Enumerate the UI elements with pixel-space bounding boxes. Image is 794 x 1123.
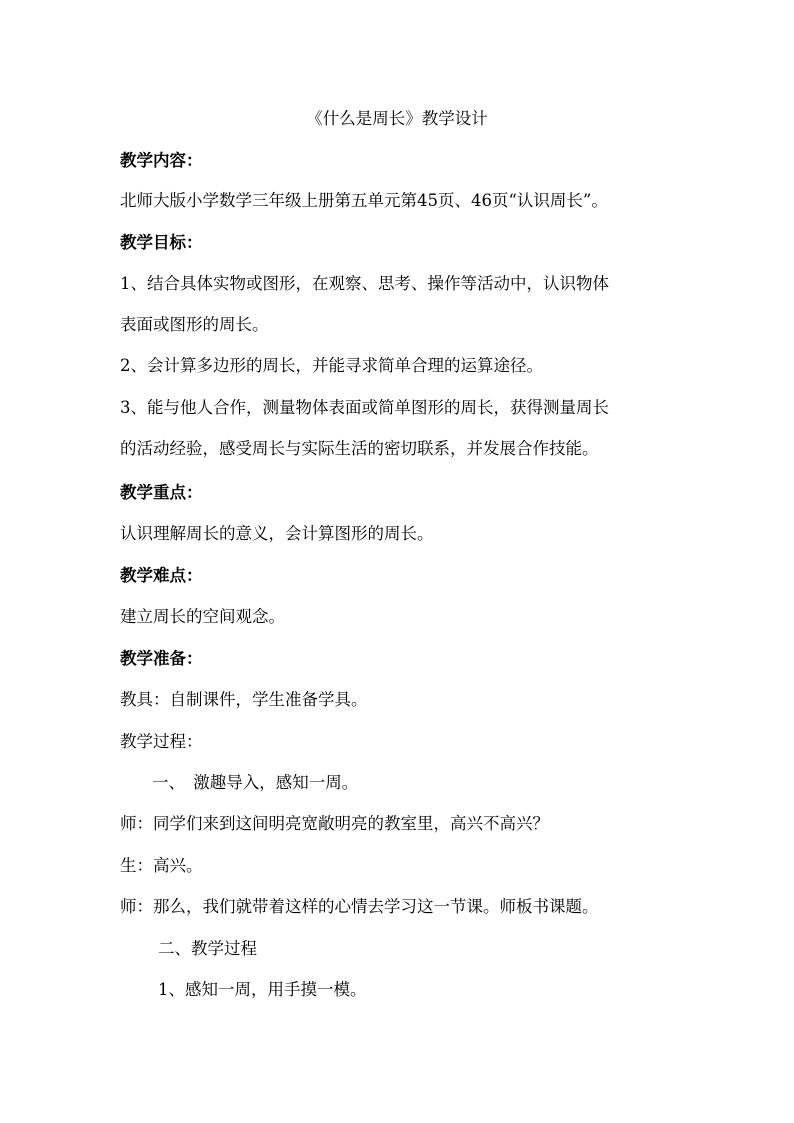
- dialog-1: 师：同学们来到这间明亮宽敞明亮的教室里，高兴不高兴？: [120, 814, 549, 833]
- goal-3-line-2: 的活动经验，感受周长与实际生活的密切联系，并发展合作技能。: [120, 439, 599, 458]
- key-text: 认识理解周长的意义，会计算图形的周长。: [120, 524, 434, 543]
- difficulty-text: 建立周长的空间观念。: [120, 607, 285, 626]
- goal-1-line-2: 表面或图形的周长。: [120, 315, 269, 334]
- difficulty-heading: 教学难点：: [120, 566, 203, 585]
- prep-heading: 教学准备：: [120, 649, 203, 668]
- process-heading: 教学过程：: [120, 732, 203, 751]
- goal-3-line-1: 3、能与他人合作，测量物体表面或简单图形的周长，获得测量周长: [120, 398, 609, 417]
- dialog-3: 师：那么，我们就带着这样的心情去学习这一节课。师板书课题。: [120, 897, 599, 916]
- goal-2: 2、会计算多边形的周长，并能寻求简单合理的运算途径。: [120, 356, 543, 375]
- step-2: 二、教学过程: [158, 939, 257, 958]
- substep-1: 1、感知一周，用手摸一模。: [158, 980, 367, 999]
- content-heading: 教学内容：: [120, 151, 203, 170]
- document-title: 《什么是周长》教学设计: [306, 109, 488, 128]
- content-text: 北师大版小学数学三年级上册第五单元第45页、46页“认识周长”。: [120, 191, 608, 210]
- goals-heading: 教学目标：: [120, 233, 203, 252]
- goal-1-line-1: 1、结合具体实物或图形，在观察、思考、操作等活动中，认识物体: [120, 274, 609, 293]
- key-heading: 教学重点：: [120, 483, 203, 502]
- step-1: 一、 激趣导入，感知一周。: [152, 773, 359, 792]
- dialog-2: 生：高兴。: [120, 856, 203, 875]
- prep-text: 教具：自制课件，学生准备学具。: [120, 690, 368, 709]
